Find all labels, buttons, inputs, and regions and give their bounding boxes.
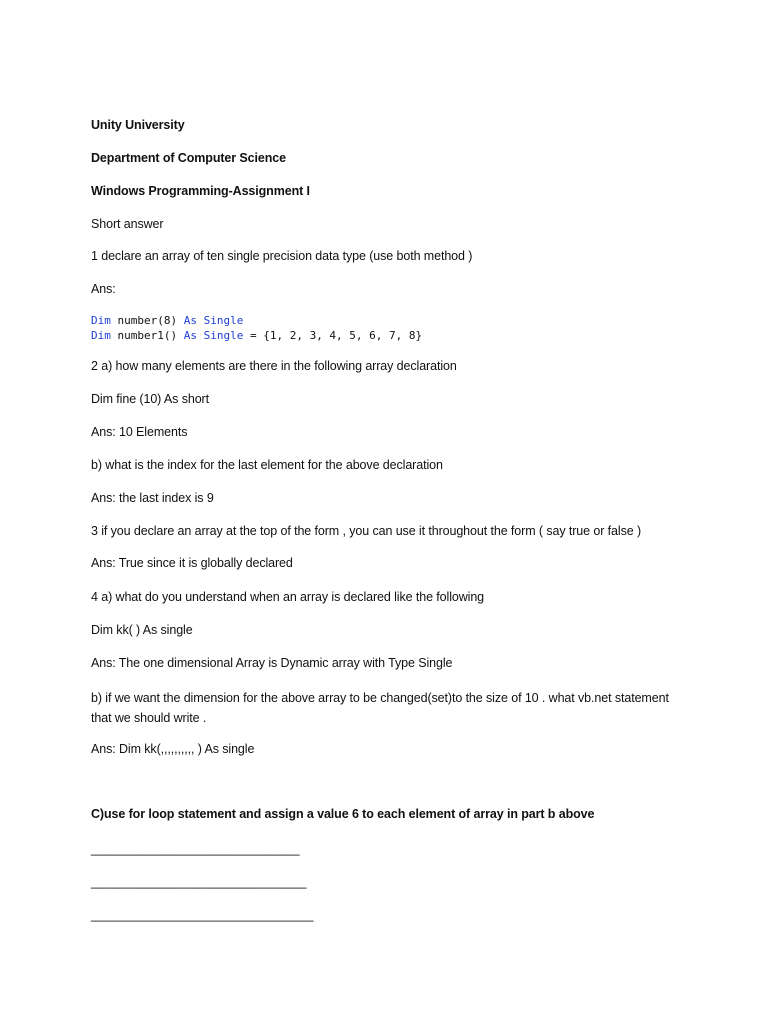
code-text: number1() <box>110 329 184 342</box>
code-line-2 <box>91 328 422 343</box>
question-2b: b) what is the index for the last element for the above declaration <box>91 458 443 472</box>
code-keyword: Dim <box>91 314 111 327</box>
question-2-declaration: Dim fine (10) As short <box>91 392 209 406</box>
code-keyword: Dim <box>91 329 111 342</box>
answer-3: Ans: True since it is globally declared <box>91 556 293 570</box>
question-1-ans-label: Ans: <box>91 282 116 296</box>
answer-4b: Ans: Dim kk(,,,,,,,,,, ) As single <box>91 742 255 756</box>
question-3: 3 if you declare an array at the top of the form , you can use it throughout the form ( say true or false ) <box>91 524 642 538</box>
question-4b: b) if we want the dimension for the above array to be changed(set)to the size of 10 . what vb.net statement that we should write . <box>91 691 669 725</box>
question-4a: 4 a) what do you understand when an array is declared like the following <box>91 590 485 604</box>
question-4-declaration: Dim kk( ) As single <box>91 623 193 637</box>
question-2a: 2 a) how many elements are there in the following array declaration <box>91 359 457 373</box>
answer-blank-line[interactable]: ______________________________ <box>91 842 300 856</box>
code-line-1 <box>91 313 243 328</box>
code-keyword: As Single <box>183 329 244 342</box>
assignment-title: Windows Programming-Assignment I <box>91 184 310 198</box>
section-heading: Short answer <box>91 217 164 231</box>
answer-blank-line[interactable]: _______________________________ <box>91 875 307 889</box>
question-4c: C)use for loop statement and assign a value 6 to each element of array in part b above <box>91 807 595 821</box>
answer-2b: Ans: the last index is 9 <box>91 491 214 505</box>
code-keyword: As Single <box>183 314 244 327</box>
question-1: 1 declare an array of ten single precision data type (use both method ) <box>91 249 473 263</box>
university-name: Unity University <box>91 118 185 132</box>
answer-2a: Ans: 10 Elements <box>91 425 188 439</box>
answer-4a: Ans: The one dimensional Array is Dynamic array with Type Single <box>91 656 453 670</box>
code-text: number(8) <box>110 314 184 327</box>
code-text: = {1, 2, 3, 4, 5, 6, 7, 8} <box>243 329 423 342</box>
answer-blank-line[interactable]: ________________________________ <box>91 908 314 922</box>
department-name: Department of Computer Science <box>91 151 286 165</box>
